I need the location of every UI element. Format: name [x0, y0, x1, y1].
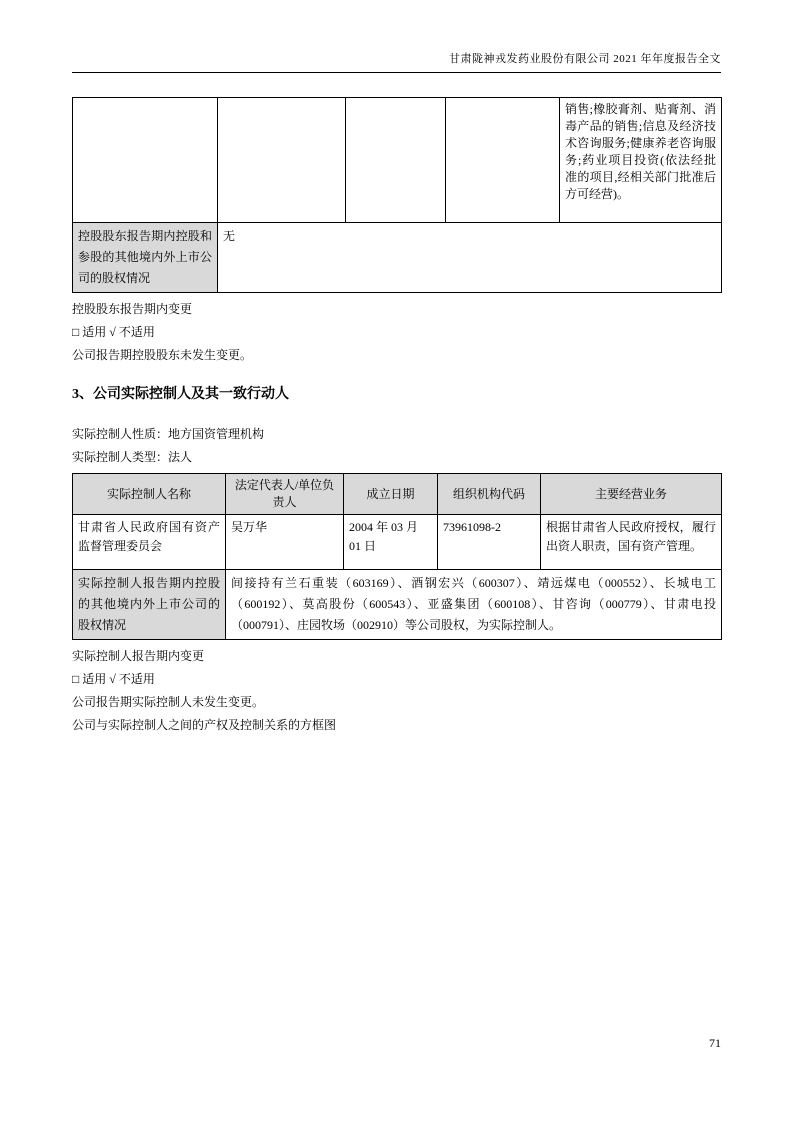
page-header	[72, 50, 721, 73]
other-equity-label-cell: 控股股东报告期内控股和参股的其他境内外上市公司的股权情况	[73, 223, 218, 293]
org-code-cell: 73961098-2	[438, 515, 541, 570]
shareholder-change-label: 控股股东报告期内变更	[72, 302, 193, 316]
shareholder-applicable-line: □ 适用 √ 不适用	[72, 325, 155, 339]
controller-change-label: 实际控制人报告期内变更	[72, 649, 205, 663]
main-business-cell: 根据甘肃省人民政府授权，履行出资人职责，国有资产管理。	[541, 515, 722, 570]
shareholder-change-note: 公司报告期控股股东未发生变更。	[72, 348, 253, 362]
controller-name-cell: 甘肃省人民政府国有资产监督管理委员会	[73, 515, 226, 570]
controller-applicable-line: □ 适用 √ 不适用	[72, 672, 155, 686]
col-header-name: 实际控制人名称	[73, 474, 226, 515]
page-number: 71	[709, 1036, 721, 1050]
col-header-legal-rep: 法定代表人/单位负责人	[226, 474, 344, 515]
business-scope-cell: 销售;橡胶膏剂、贴膏剂、消毒产品的销售;信息及经济技术咨询服务;健康养老咨询服务;药业项目投资(依法经批准的项目,经相关部门批准后方可经营)。	[560, 98, 722, 223]
established-date-cell: 2004 年 03 月 01 日	[344, 515, 438, 570]
controller-equity-value-cell: 间接持有兰石重装（603169）、酒钢宏兴（600307）、靖远煤电（000552）、长城电工（600192）、莫高股份（600543）、亚盛集团（600108）、甘咨询（000779）、甘肃电投（000791）、庄园牧场（002910）等公司股权，为实际控制人。	[226, 570, 722, 640]
section-heading: 3、公司实际控制人及其一致行动人	[72, 387, 289, 402]
col-header-main-business: 主要经营业务	[541, 474, 722, 515]
controller-nature-line: 实际控制人性质：地方国资管理机构	[72, 427, 265, 441]
table-row	[73, 223, 722, 293]
controller-type-line: 实际控制人类型：法人	[72, 450, 193, 464]
controlling-shareholder-table	[72, 97, 722, 293]
empty-cell	[446, 98, 560, 223]
empty-cell	[218, 98, 346, 223]
col-header-org-code: 组织机构代码	[438, 474, 541, 515]
col-header-established: 成立日期	[344, 474, 438, 515]
table-row	[73, 570, 722, 640]
table-row	[73, 515, 722, 570]
page-content	[72, 97, 721, 741]
controller-change-note: 公司报告期实际控制人未发生变更。	[72, 695, 265, 709]
table-header-row	[73, 474, 722, 515]
empty-cell	[73, 98, 218, 223]
empty-cell	[346, 98, 446, 223]
report-title: 甘肃陇神戎发药业股份有限公司 2021 年年度报告全文	[449, 53, 721, 65]
legal-rep-cell: 吴万华	[226, 515, 344, 570]
controller-equity-label-cell: 实际控制人报告期内控股的其他境内外上市公司的股权情况	[73, 570, 226, 640]
actual-controller-table	[72, 473, 722, 640]
table-row	[73, 98, 722, 223]
other-equity-value-cell: 无	[218, 223, 722, 293]
ownership-diagram-caption: 公司与实际控制人之间的产权及控制关系的方框图	[72, 718, 337, 732]
